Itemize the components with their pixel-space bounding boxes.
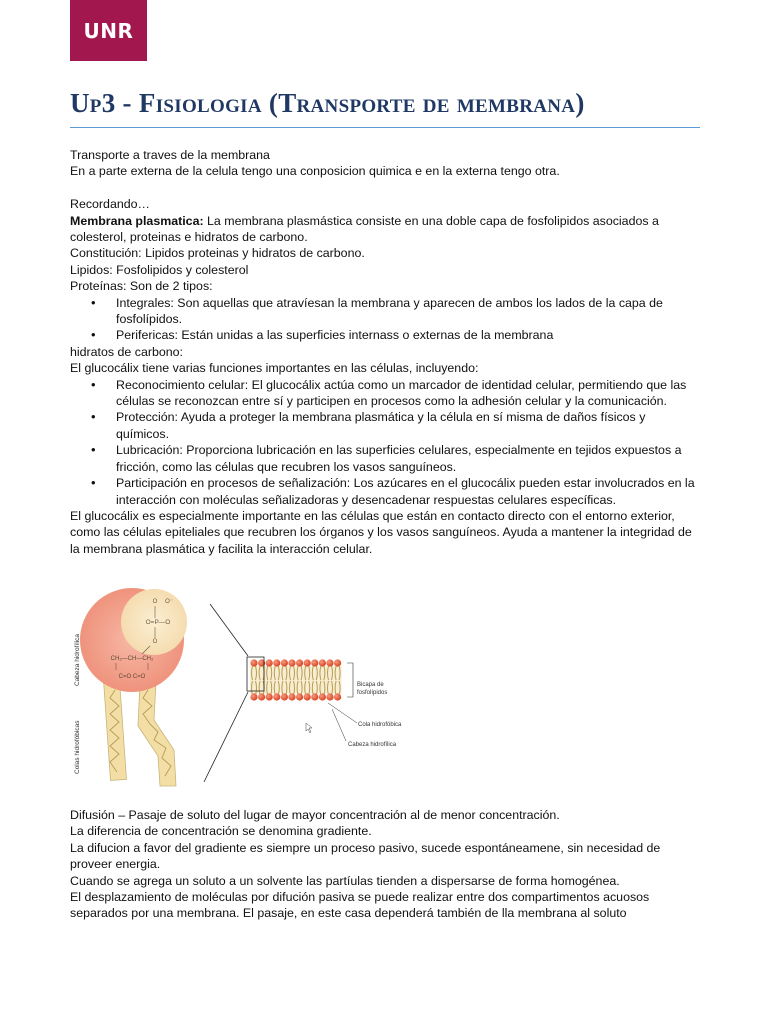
- unr-logo: [70, 0, 147, 61]
- bilayer-head-top: [326, 659, 333, 666]
- bilayer-head-bottom: [319, 693, 326, 700]
- bilayer-head-top: [250, 659, 257, 666]
- label-cola-hidrofobica: Cola hidrofóbica: [358, 722, 402, 728]
- bilayer-head-bottom: [258, 693, 265, 700]
- list-item: • Protección: Ayuda a proteger la membrana plasmática y la célula en sí misma de daños físicos y químicos.: [116, 409, 700, 442]
- label-cabeza-hidrofilica: Cabeza hidrofílica: [74, 633, 81, 686]
- bilayer-head-bottom: [281, 693, 288, 700]
- intro-line-2: En a parte externa de la celula tengo una conposicion quimica e en la externa tengo otra.: [70, 164, 560, 179]
- membrana-paragraph: [70, 213, 700, 246]
- membrana-bold-label: Membrana plasmatica:: [70, 213, 204, 228]
- membrana-text: La membrana plasmástica consiste en una doble capa de fosfolipidos asociados a colesterol, proteinas e hidratos de carbono.: [70, 213, 659, 245]
- hidratos-line: hidratos de carbono:: [70, 344, 183, 359]
- glucocalix-closing-paragraph: El glucocálix es especialmente importante en las células que están en contacto directo con el entorno exterior, como las células epiteliales que recubren los órganos y los vasos sanguíneos. Ayuda a mantener la integridad de la membrana plasmática y facilita la interacción celular.: [70, 508, 692, 556]
- bilayer-head-bottom: [266, 693, 273, 700]
- chem-o-minus: O⁻: [165, 599, 173, 605]
- bilayer-head-bottom: [311, 693, 318, 700]
- list-item: • Reconocimiento celular: El glucocálix actúa como un marcador de identidad celular, permitiendo que las células se reconozcan entre sí y participen en procesos como la adhesión celular y la comunicación.: [116, 377, 700, 410]
- constitucion-line: Constitución: Lipidos proteinas y hidratos de carbono.: [70, 246, 365, 261]
- chem-glycerol: CH₂—CH—CH₂: [110, 656, 154, 662]
- bilayer-head-bottom: [250, 693, 257, 700]
- list-item: • Integrales: Son aquellas que atravíesan la membrana y aparecen de ambos los lados de la capa de fosfolípidos.: [116, 295, 700, 328]
- bilayer-head-bottom: [326, 693, 333, 700]
- label-bicapa-2: fosfolípidos: [357, 690, 388, 696]
- chem-esters: C=O C=O: [118, 674, 146, 680]
- bilayer-head-bottom: [304, 693, 311, 700]
- bilayer-head-bottom: [334, 693, 341, 700]
- list-item: • Perifericas: Están unidas a las superficies internass o externas de la membrana: [116, 327, 700, 343]
- bilayer-head-top: [296, 659, 303, 666]
- bilayer-head-top: [319, 659, 326, 666]
- bilayer-head-top: [304, 659, 311, 666]
- phospholipid-figure: [70, 590, 402, 790]
- list-item: • Participación en procesos de señalización: Los azúcares en el glucocálix pueden estar involucrados en la interacción con moléculas señalizadoras y desencadenar respuestas celulares específicas.: [116, 475, 700, 508]
- label-cabeza-hidrofilica-bilayer: Cabeza hidrofílica: [348, 742, 397, 748]
- label-colas-hidrofobicas: Colas hidrofóbicas: [74, 720, 81, 774]
- glucocalix-functions-list: [70, 377, 700, 508]
- list-item: • Lubricación: Proporciona lubricación en las superficies celulares, especialmente en tejidos expuestos a fricción, como las células que recubren los vasos sanguíneos.: [116, 442, 700, 475]
- proteinas-line: Proteínas: Son de 2 tipos:: [70, 279, 213, 294]
- protein-types-list: [70, 295, 700, 344]
- difusion-line: La difucion a favor del gradiente es siempre un proceso pasivo, sucede espontáneamene, sin necesidad de proveer energia.: [70, 840, 661, 872]
- title-underline: [70, 127, 700, 128]
- intro-line-1: Transporte a traves de la membrana: [70, 148, 270, 162]
- chem-phosphate: O=P—O: [145, 619, 171, 626]
- bilayer-head-bottom: [288, 693, 295, 700]
- bilayer-head-top: [288, 659, 295, 666]
- difusion-line: El desplazamiento de moléculas por difución pasiva se puede realizar entre dos compartimentos acuosos separados por una membrana. El pasaje, en este casa dependerá también de lla membrana al soluto: [70, 890, 650, 921]
- bilayer-head-top: [273, 659, 280, 666]
- difusion-line: Difusión – Pasaje de soluto del lugar de mayor concentración al de menor concentración.: [70, 808, 560, 822]
- lipidos-line: Lipidos: Fosfolipidos y colesterol: [70, 262, 249, 277]
- page-title: Up3 - Fisiologia (Transporte de membrana): [70, 88, 585, 118]
- glucocalix-intro: El glucocálix tiene varias funciones importantes en las células, incluyendo:: [70, 361, 479, 376]
- bilayer-head-bottom: [273, 693, 280, 700]
- bilayer-head-top: [266, 659, 273, 666]
- logo-text: UNR: [83, 18, 134, 43]
- body-section-membrana: [70, 147, 700, 557]
- bilayer-head-top: [281, 659, 288, 666]
- difusion-line: Cuando se agrega un soluto a un solvente las partíulas tienden a dispersarse de forma homogénea.: [70, 873, 620, 888]
- bilayer-head-top: [311, 659, 318, 666]
- chem-o-top: O: [152, 599, 158, 605]
- body-section-difusion: [70, 807, 700, 922]
- chem-o-mid: O: [152, 639, 158, 645]
- recordando-line: Recordando…: [70, 197, 150, 212]
- label-bicapa-1: Bicapa de: [357, 682, 384, 688]
- bilayer-head-top: [334, 659, 341, 666]
- bilayer-head-bottom: [296, 693, 303, 700]
- difusion-line: La diferencia de concentración se denomina gradiente.: [70, 824, 372, 839]
- spacer: [70, 180, 700, 196]
